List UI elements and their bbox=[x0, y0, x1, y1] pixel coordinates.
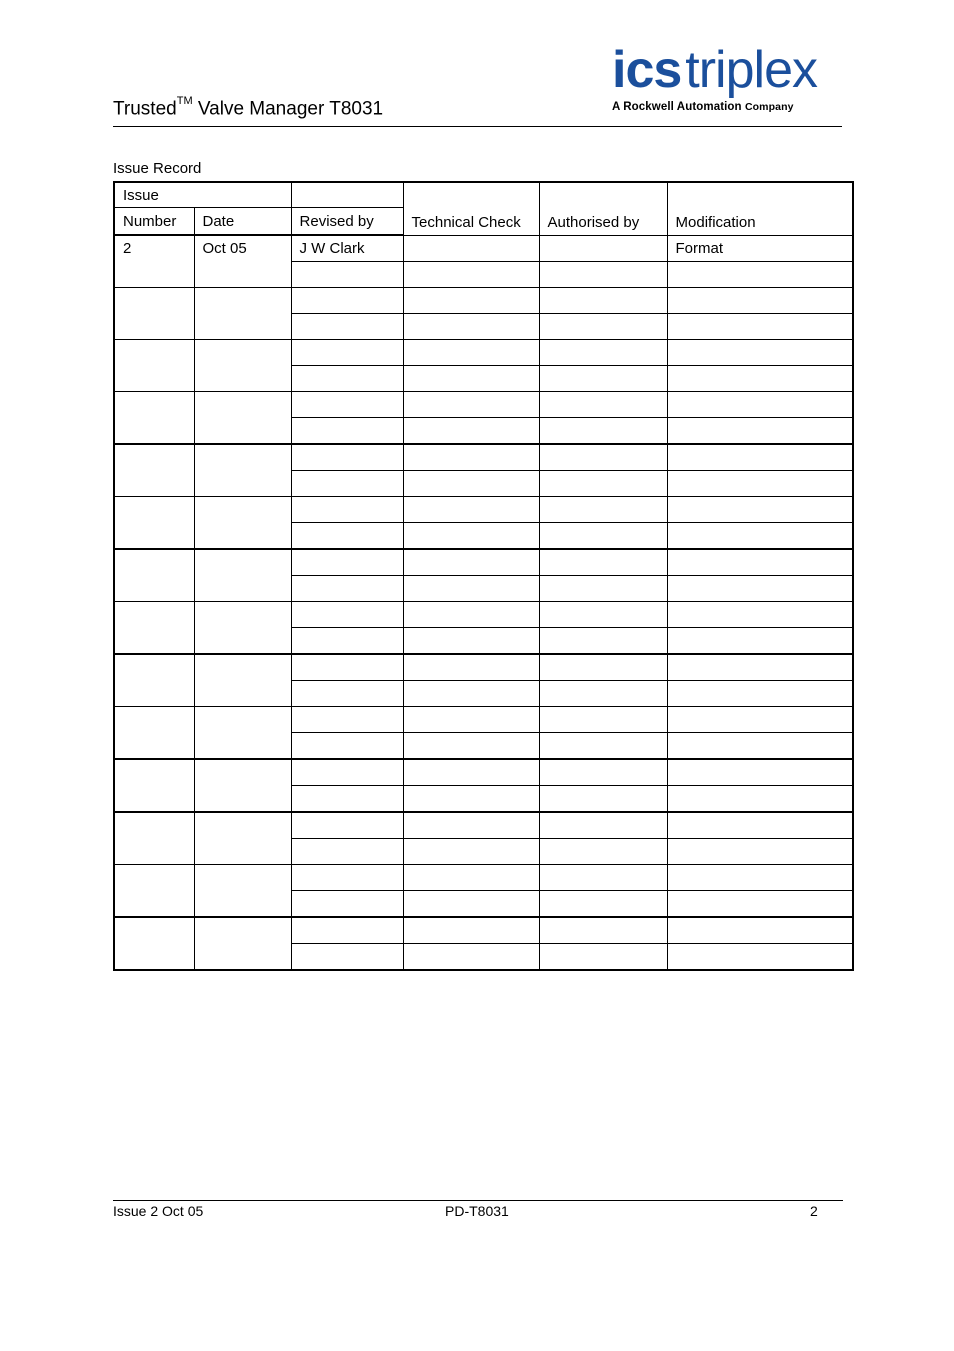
issue-record-table bbox=[113, 181, 854, 971]
cell-revised-by bbox=[291, 707, 403, 733]
cell-modification bbox=[667, 733, 853, 760]
cell-technical-check bbox=[403, 707, 539, 733]
cell-date bbox=[194, 340, 291, 392]
cell-date bbox=[194, 288, 291, 340]
header-authorised-by: Authorised by bbox=[539, 182, 667, 235]
cell-revised-by bbox=[291, 471, 403, 497]
cell-authorised-by bbox=[539, 235, 667, 262]
cell-authorised-by bbox=[539, 839, 667, 865]
cell-modification bbox=[667, 576, 853, 602]
cell-revised-by bbox=[291, 786, 403, 813]
logo-tagline bbox=[612, 101, 794, 113]
cell-modification bbox=[667, 865, 853, 891]
cell-modification bbox=[667, 917, 853, 944]
cell-date: Oct 05 bbox=[194, 235, 291, 288]
cell-technical-check bbox=[403, 759, 539, 786]
document-title bbox=[113, 95, 384, 120]
logo-tagline-main: A Rockwell Automation bbox=[612, 101, 742, 113]
logo-word-ics: ics bbox=[612, 41, 682, 99]
cell-modification bbox=[667, 812, 853, 839]
logo-wordmark bbox=[612, 42, 817, 98]
cell-number bbox=[114, 707, 194, 760]
cell-modification bbox=[667, 366, 853, 392]
company-logo bbox=[612, 42, 844, 122]
logo-word-triplex: triplex bbox=[685, 41, 818, 99]
table-header-row bbox=[114, 182, 853, 208]
title-suffix: Valve Manager T8031 bbox=[192, 98, 384, 120]
cell-number bbox=[114, 759, 194, 812]
cell-revised-by bbox=[291, 262, 403, 288]
cell-technical-check bbox=[403, 340, 539, 366]
cell-revised-by bbox=[291, 681, 403, 707]
cell-revised-by bbox=[291, 654, 403, 681]
cell-revised-by bbox=[291, 576, 403, 602]
cell-technical-check bbox=[403, 812, 539, 839]
header-technical-check: Technical Check bbox=[403, 182, 539, 235]
footer-document-code: PD-T8031 bbox=[445, 1203, 509, 1219]
cell-authorised-by bbox=[539, 366, 667, 392]
table-row bbox=[114, 812, 853, 839]
cell-technical-check bbox=[403, 288, 539, 314]
cell-revised-by bbox=[291, 628, 403, 655]
cell-authorised-by bbox=[539, 681, 667, 707]
cell-authorised-by bbox=[539, 444, 667, 471]
cell-authorised-by bbox=[539, 523, 667, 550]
cell-number bbox=[114, 497, 194, 550]
cell-authorised-by bbox=[539, 786, 667, 813]
cell-revised-by bbox=[291, 549, 403, 576]
cell-technical-check bbox=[403, 786, 539, 813]
cell-revised-by bbox=[291, 340, 403, 366]
footer-issue: Issue 2 Oct 05 bbox=[113, 1203, 204, 1219]
table-row bbox=[114, 602, 853, 628]
cell-technical-check bbox=[403, 262, 539, 288]
cell-technical-check bbox=[403, 444, 539, 471]
cell-number bbox=[114, 288, 194, 340]
cell-technical-check bbox=[403, 917, 539, 944]
cell-modification bbox=[667, 549, 853, 576]
cell-revised-by bbox=[291, 733, 403, 760]
cell-modification: Format bbox=[667, 235, 853, 262]
cell-technical-check bbox=[403, 576, 539, 602]
cell-revised-by bbox=[291, 944, 403, 971]
cell-modification bbox=[667, 707, 853, 733]
cell-date bbox=[194, 654, 291, 707]
cell-revised-by bbox=[291, 523, 403, 550]
table-row bbox=[114, 654, 853, 681]
header-date: Date bbox=[194, 208, 291, 236]
cell-date bbox=[194, 392, 291, 445]
cell-authorised-by bbox=[539, 865, 667, 891]
cell-technical-check bbox=[403, 549, 539, 576]
cell-technical-check bbox=[403, 654, 539, 681]
cell-authorised-by bbox=[539, 944, 667, 971]
table-row bbox=[114, 865, 853, 891]
header-number: Number bbox=[114, 208, 194, 236]
footer-divider bbox=[113, 1200, 843, 1201]
cell-authorised-by bbox=[539, 602, 667, 628]
cell-number bbox=[114, 812, 194, 865]
cell-modification bbox=[667, 497, 853, 523]
cell-authorised-by bbox=[539, 576, 667, 602]
cell-authorised-by bbox=[539, 733, 667, 760]
cell-date bbox=[194, 707, 291, 760]
cell-modification bbox=[667, 654, 853, 681]
cell-modification bbox=[667, 681, 853, 707]
cell-authorised-by bbox=[539, 340, 667, 366]
cell-modification bbox=[667, 628, 853, 655]
table-row bbox=[114, 288, 853, 314]
cell-authorised-by bbox=[539, 654, 667, 681]
cell-authorised-by bbox=[539, 759, 667, 786]
cell-modification bbox=[667, 786, 853, 813]
cell-authorised-by bbox=[539, 628, 667, 655]
cell-modification bbox=[667, 340, 853, 366]
table-row bbox=[114, 444, 853, 471]
cell-number bbox=[114, 865, 194, 918]
cell-modification bbox=[667, 288, 853, 314]
cell-technical-check bbox=[403, 392, 539, 418]
cell-modification bbox=[667, 944, 853, 971]
cell-revised-by bbox=[291, 839, 403, 865]
cell-date bbox=[194, 444, 291, 497]
table-row bbox=[114, 392, 853, 418]
cell-date bbox=[194, 917, 291, 970]
cell-technical-check bbox=[403, 418, 539, 445]
cell-modification bbox=[667, 759, 853, 786]
cell-modification bbox=[667, 839, 853, 865]
cell-authorised-by bbox=[539, 891, 667, 918]
cell-authorised-by bbox=[539, 418, 667, 445]
cell-number bbox=[114, 654, 194, 707]
table-row bbox=[114, 235, 853, 262]
cell-revised-by bbox=[291, 812, 403, 839]
cell-authorised-by bbox=[539, 288, 667, 314]
table-row bbox=[114, 917, 853, 944]
cell-modification bbox=[667, 444, 853, 471]
header-revised-by: Revised by bbox=[291, 208, 403, 236]
logo-tagline-company: Company bbox=[744, 101, 794, 113]
title-prefix: Trusted bbox=[113, 98, 177, 120]
section-heading: Issue Record bbox=[113, 160, 202, 177]
cell-technical-check bbox=[403, 523, 539, 550]
cell-technical-check bbox=[403, 602, 539, 628]
header-divider bbox=[113, 126, 842, 127]
cell-date bbox=[194, 812, 291, 865]
table-row bbox=[114, 340, 853, 366]
cell-modification bbox=[667, 418, 853, 445]
cell-authorised-by bbox=[539, 314, 667, 340]
cell-revised-by bbox=[291, 314, 403, 340]
cell-modification bbox=[667, 602, 853, 628]
cell-revised-by bbox=[291, 418, 403, 445]
cell-revised-by bbox=[291, 602, 403, 628]
cell-modification bbox=[667, 471, 853, 497]
cell-technical-check bbox=[403, 944, 539, 971]
cell-technical-check bbox=[403, 497, 539, 523]
cell-revised-by bbox=[291, 288, 403, 314]
cell-revised-by bbox=[291, 759, 403, 786]
cell-authorised-by bbox=[539, 392, 667, 418]
cell-modification bbox=[667, 262, 853, 288]
cell-authorised-by bbox=[539, 812, 667, 839]
cell-revised-by bbox=[291, 444, 403, 471]
cell-technical-check bbox=[403, 733, 539, 760]
cell-date bbox=[194, 865, 291, 918]
cell-technical-check bbox=[403, 839, 539, 865]
cell-number bbox=[114, 602, 194, 655]
cell-authorised-by bbox=[539, 262, 667, 288]
cell-technical-check bbox=[403, 891, 539, 918]
cell-date bbox=[194, 602, 291, 655]
cell-modification bbox=[667, 314, 853, 340]
cell-technical-check bbox=[403, 681, 539, 707]
cell-revised-by bbox=[291, 497, 403, 523]
cell-technical-check bbox=[403, 471, 539, 497]
cell-authorised-by bbox=[539, 707, 667, 733]
cell-authorised-by bbox=[539, 917, 667, 944]
cell-date bbox=[194, 497, 291, 550]
cell-technical-check bbox=[403, 628, 539, 655]
cell-revised-by bbox=[291, 917, 403, 944]
cell-revised-by bbox=[291, 392, 403, 418]
table-row bbox=[114, 707, 853, 733]
cell-authorised-by bbox=[539, 471, 667, 497]
footer-page-number: 2 bbox=[810, 1203, 818, 1219]
cell-number bbox=[114, 917, 194, 970]
table-row bbox=[114, 759, 853, 786]
cell-number bbox=[114, 444, 194, 497]
cell-number bbox=[114, 340, 194, 392]
header-issue: Issue bbox=[114, 182, 291, 208]
cell-date bbox=[194, 549, 291, 602]
cell-number bbox=[114, 549, 194, 602]
cell-number bbox=[114, 392, 194, 445]
table-row bbox=[114, 549, 853, 576]
cell-modification bbox=[667, 392, 853, 418]
header-modification: Modification bbox=[667, 182, 853, 235]
cell-modification bbox=[667, 891, 853, 918]
table-row bbox=[114, 497, 853, 523]
trademark-mark: TM bbox=[176, 95, 193, 107]
cell-technical-check bbox=[403, 235, 539, 262]
header-blank bbox=[291, 182, 403, 208]
cell-revised-by bbox=[291, 865, 403, 891]
cell-authorised-by bbox=[539, 549, 667, 576]
cell-revised-by bbox=[291, 366, 403, 392]
cell-technical-check bbox=[403, 366, 539, 392]
cell-technical-check bbox=[403, 314, 539, 340]
cell-authorised-by bbox=[539, 497, 667, 523]
cell-revised-by bbox=[291, 891, 403, 918]
cell-date bbox=[194, 759, 291, 812]
cell-number: 2 bbox=[114, 235, 194, 288]
cell-modification bbox=[667, 523, 853, 550]
cell-technical-check bbox=[403, 865, 539, 891]
cell-revised-by: J W Clark bbox=[291, 235, 403, 262]
